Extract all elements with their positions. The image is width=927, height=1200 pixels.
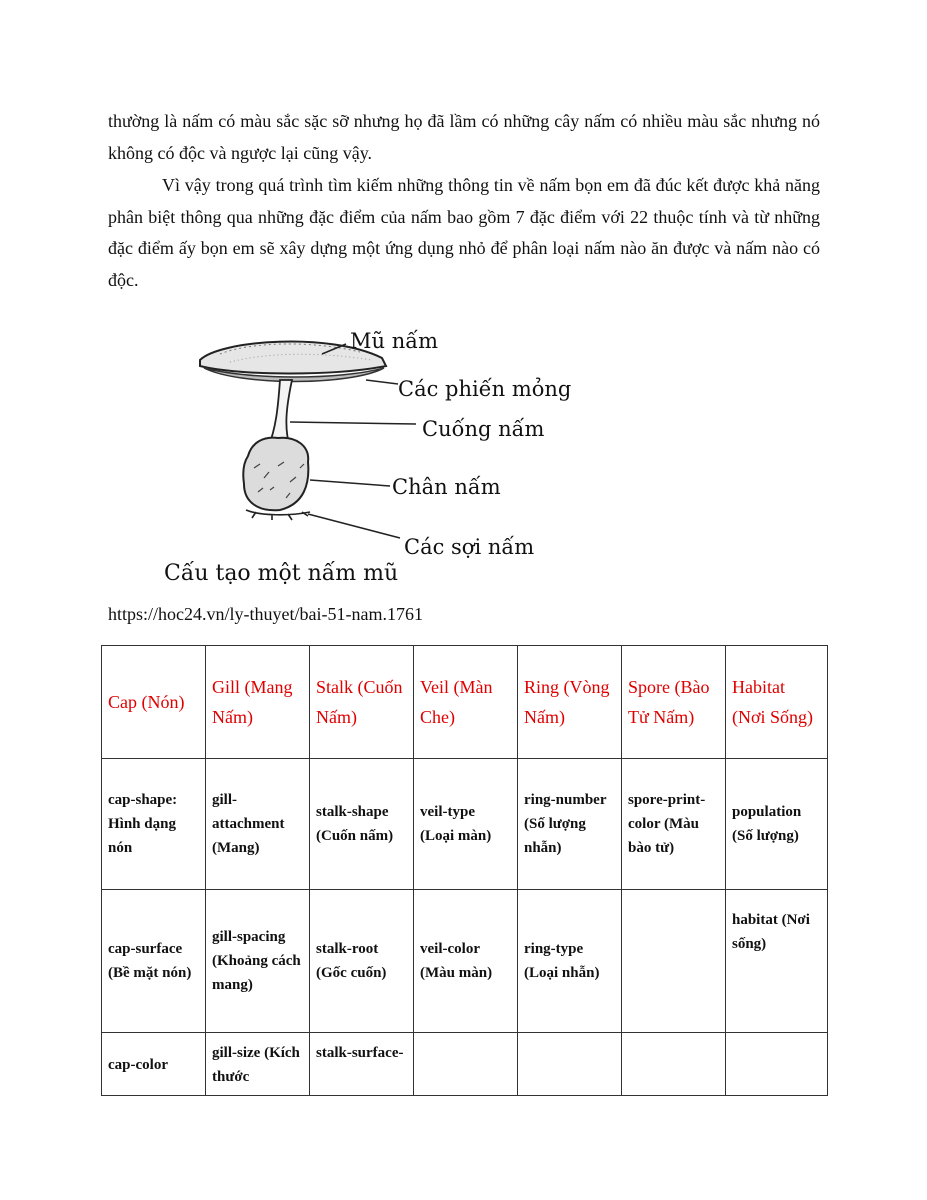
mushroom-base	[243, 438, 308, 511]
table-cell: stalk-shape (Cuốn nấm)	[310, 759, 414, 890]
table-cell	[414, 1033, 518, 1096]
feature-table	[101, 645, 828, 1096]
header-cell: Spore (Bào Tử Nấm)	[622, 646, 726, 759]
table-cell: stalk-surface-	[310, 1033, 414, 1096]
table-cell: ring-type (Loại nhẫn)	[518, 890, 622, 1033]
table-cell: cap-shape: Hình dạng nón	[102, 759, 206, 890]
table-cell	[726, 1033, 828, 1096]
label-base: Chân nấm	[392, 475, 501, 499]
table-cell: cap-color	[102, 1033, 206, 1096]
label-cap: Mũ nấm	[350, 329, 439, 353]
label-gills: Các phiến mỏng	[398, 377, 572, 401]
label-stalk: Cuống nấm	[422, 417, 545, 441]
table-cell: gill-size (Kích thước	[206, 1033, 310, 1096]
mushroom-mycelium	[246, 510, 310, 520]
table-cell: stalk-root (Gốc cuốn)	[310, 890, 414, 1033]
table-header-row	[102, 646, 828, 759]
label-mycelium: Các sợi nấm	[404, 535, 535, 559]
header-cell: Veil (Màn Che)	[414, 646, 518, 759]
table-cell: population (Số lượng)	[726, 759, 828, 890]
table-cell: gill-spacing (Khoảng cách mang)	[206, 890, 310, 1033]
header-cell: Gill (Mang Nấm)	[206, 646, 310, 759]
paragraph-1: thường là nấm có màu sắc sặc sỡ nhưng họ đã lầm có những cây nấm có nhiều màu sắc nhưng nó không có độc và ngược lại cũng vậy.	[108, 111, 820, 163]
table-cell: veil-color (Màu màn)	[414, 890, 518, 1033]
table-cell	[518, 1033, 622, 1096]
header-cell: Cap (Nón)	[102, 646, 206, 759]
table-cell: cap-surface (Bề mặt nón)	[102, 890, 206, 1033]
table-cell	[622, 1033, 726, 1096]
table-cell	[622, 890, 726, 1033]
paragraph-2: Vì vậy trong quá trình tìm kiếm những thông tin về nấm bọn em đã đúc kết được khả năng phân biệt thông qua những đặc điểm của nấm bao gồm 7 đặc điểm với 22 thuộc tính và từ những đặc điểm ấy bọn em sẽ xây dựng một ứng dụng nhỏ để phân loại nấm nào ăn được và nấm nào có độc.	[108, 175, 820, 290]
table-row	[102, 1033, 828, 1096]
table-cell: ring-number (Số lượng nhẫn)	[518, 759, 622, 890]
table-cell: veil-type (Loại màn)	[414, 759, 518, 890]
table-cell: gill-attachment (Mang)	[206, 759, 310, 890]
header-cell: Ring (Vòng Nấm)	[518, 646, 622, 759]
table-cell: habitat (Nơi sống)	[726, 890, 828, 1033]
table-cell: spore-print-color (Màu bào tử)	[622, 759, 726, 890]
mushroom-diagram	[160, 318, 580, 590]
table-row	[102, 890, 828, 1033]
header-cell: Stalk (Cuốn Nấm)	[310, 646, 414, 759]
header-cell: Habitat (Nơi Sống)	[726, 646, 828, 759]
source-url: https://hoc24.vn/ly-thuyet/bai-51-nam.1761	[108, 604, 423, 624]
table-row	[102, 759, 828, 890]
figure-caption: Cấu tạo một nấm mũ	[164, 561, 399, 586]
